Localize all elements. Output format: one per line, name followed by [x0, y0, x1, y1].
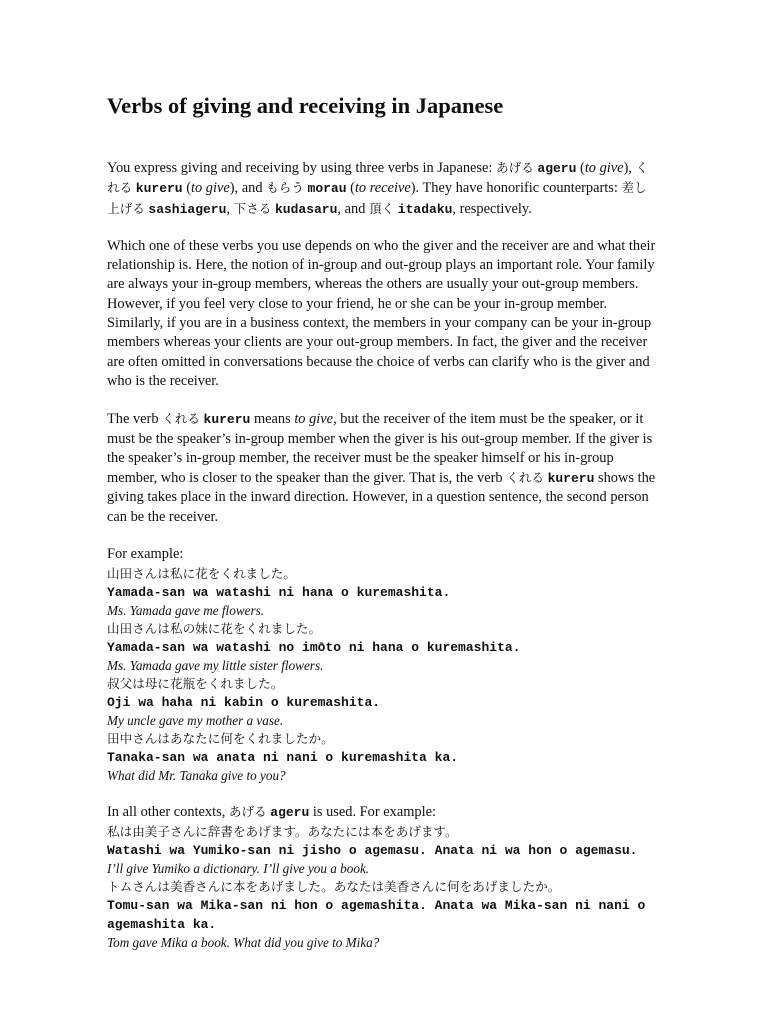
- romaji-word: kureru: [547, 471, 595, 487]
- text: ). They have honorific counterparts:: [410, 180, 622, 197]
- romaji-word: ageru: [537, 161, 577, 176]
- paragraph-in-group: Which one of these verbs you use depends on who the giver and the receiver are and what their relationship is. Here, the notion of in-group and out-group plays an important role. Your family are always your in-group members, whereas the others are usually your out-group members. However, if you feel very close to your friend, he or she can be your in-group member. Similarly, if you are in a business context, the members in your company can be your in-group members whereas your clients are your out-group members. In fact, the giver and the receiver are often omitted in conversations because the choice of verbs can clarify who is the giver and who is the receiver.: [107, 237, 656, 389]
- romaji-word: sashiageru: [148, 201, 227, 217]
- text: ,: [226, 200, 234, 217]
- text: is used. For example:: [309, 804, 436, 821]
- text: You express giving and receiving by using three verbs in Japanese:: [107, 160, 497, 176]
- jp-word: あげる: [228, 804, 267, 820]
- text: The verb: [107, 411, 163, 428]
- example-translation: Ms. Yamada gave my little sister flowers.: [107, 658, 324, 674]
- jp-word: くれる: [107, 160, 649, 196]
- text: , respectively.: [452, 200, 532, 217]
- example-jp: 山田さんは私の妹に花をくれました。: [107, 621, 322, 637]
- example-jp: 叔父は母に花瓶をくれました。: [107, 676, 284, 692]
- text: means: [250, 411, 295, 428]
- example-romaji: Oji wa haha ni kabin o kuremashita.: [107, 695, 381, 711]
- jp-word: 下さる: [233, 200, 272, 216]
- romaji-word: kureru: [203, 412, 251, 428]
- example-translation: What did Mr. Tanaka give to you?: [107, 768, 286, 784]
- text: ), and: [229, 180, 267, 197]
- romaji-word: ageru: [270, 805, 310, 821]
- example-translation: Tom gave Mika a book. What did you give to Mika?: [107, 935, 380, 951]
- page-title: Verbs of giving and receiving in Japanese: [107, 93, 504, 118]
- examples-intro: For example:: [107, 546, 184, 563]
- text: (: [182, 180, 191, 197]
- jp-word: 頂く: [369, 200, 395, 216]
- example-romaji: Tanaka-san wa anata ni nani o kuremashita ka.: [107, 750, 459, 766]
- text: (: [346, 180, 355, 197]
- example-jp: 山田さんは私に花をくれました。: [107, 566, 296, 582]
- examples-kureru: [107, 545, 658, 784]
- example-translation: Ms. Yamada gave me flowers.: [107, 603, 265, 619]
- romaji-word: itadaku: [397, 201, 453, 217]
- romaji-word: kudasaru: [275, 201, 338, 217]
- example-romaji: Yamada-san wa watashi ni hana o kuremashita.: [107, 585, 451, 601]
- romaji-word: kureru: [135, 181, 183, 197]
- jp-word: もらう: [266, 180, 304, 196]
- text: ),: [623, 160, 636, 176]
- example-translation: I’ll give Yumiko a dictionary. I’ll give you a book.: [107, 861, 370, 877]
- example-romaji: Tomu-san wa Mika-san ni hon o agemashita. Anata wa Mika-san ni nani o agemashita ka.: [107, 898, 646, 933]
- gloss: to give: [294, 411, 334, 428]
- examples-ageru: [107, 802, 658, 951]
- text: , and: [337, 200, 369, 217]
- paragraph-intro: [107, 158, 658, 219]
- jp-word: くれる: [162, 411, 200, 427]
- paragraph-kureru: [107, 409, 658, 527]
- jp-word: 差し上げる: [107, 180, 647, 216]
- gloss: to give: [584, 160, 624, 176]
- jp-word: あげる: [496, 160, 534, 175]
- text: (: [576, 160, 585, 176]
- example-jp: 私は由美子さんに辞書をあげます。あなたには本をあげます。: [107, 824, 458, 840]
- example-translation: My uncle gave my mother a vase.: [107, 713, 284, 729]
- text: In all other contexts,: [107, 804, 229, 821]
- gloss: to receive: [354, 180, 411, 197]
- text: , but the receiver of the item must be the speaker, or it must be the speaker’s in-group member when the giver is his out-group member. If the giver is the speaker’s in-group member, the receiver must be the speaker himself or his in-group member, who is closer to the speaker than the giver. That is, the verb: [107, 411, 653, 487]
- romaji-word: morau: [307, 181, 347, 197]
- jp-word: くれる: [506, 470, 544, 486]
- example-romaji: Yamada-san wa watashi no imōto ni hana o kuremashita.: [107, 640, 521, 656]
- gloss: to give: [191, 180, 230, 197]
- examples-intro: [107, 802, 658, 822]
- example-jp: トムさんは美香さんに本をあげました。あなたは美香さんに何をあげましたか。: [107, 879, 561, 895]
- text: shows the giving takes place in the inward direction. However, in a question sentence, the second person can be the receiver.: [107, 470, 656, 525]
- example-jp: 田中さんはあなたに何をくれましたか。: [107, 731, 334, 747]
- example-romaji: Watashi wa Yumiko-san ni jisho o agemasu. Anata ni wa hon o agemasu.: [107, 843, 638, 859]
